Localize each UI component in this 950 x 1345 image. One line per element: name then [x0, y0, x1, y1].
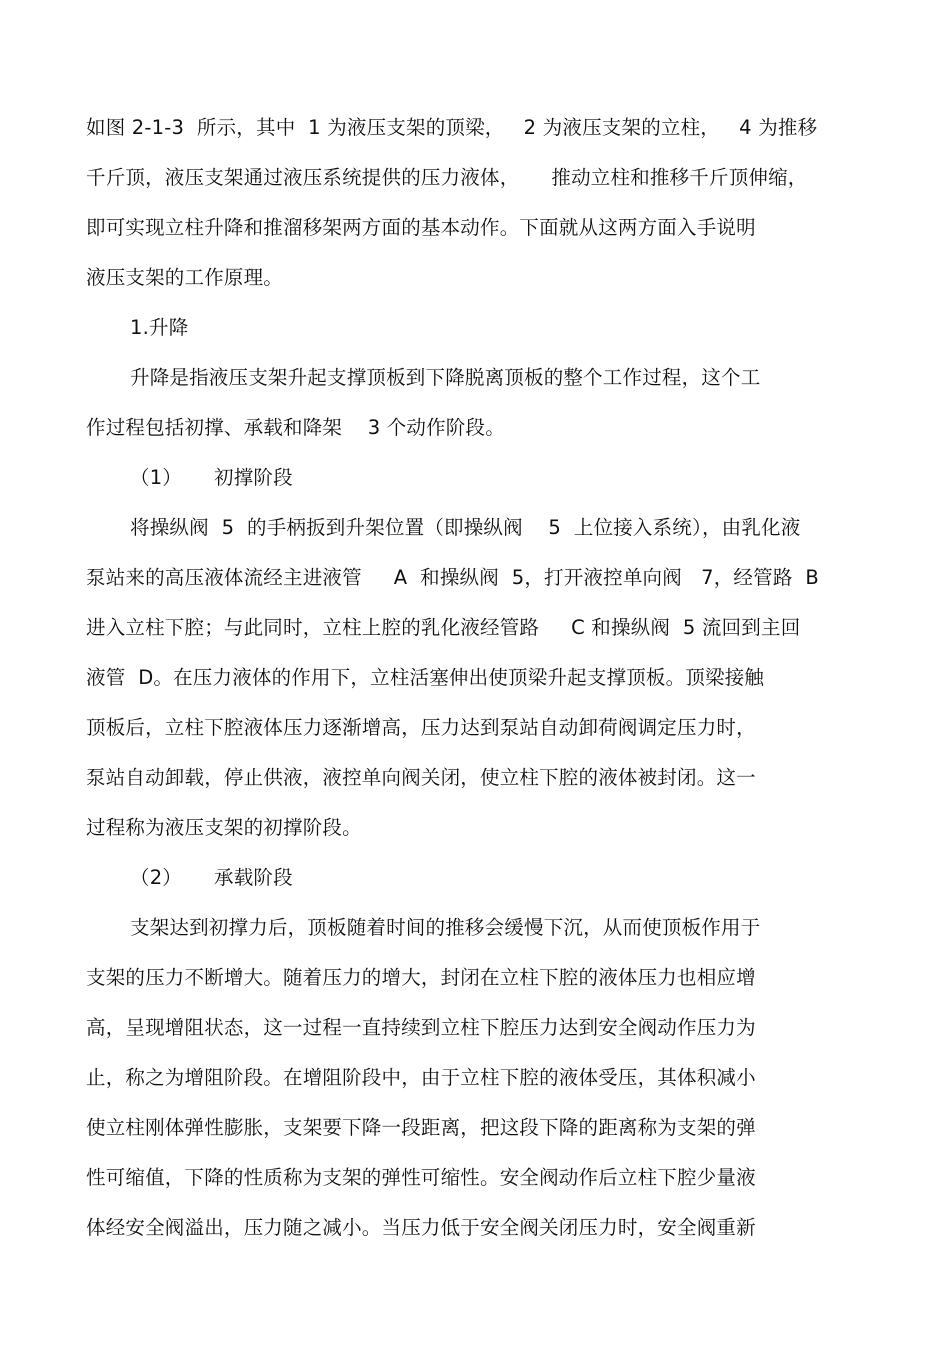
subsection-heading-initial-support: （1） 初撑阶段 — [130, 466, 293, 489]
paragraph-line-6: 升降是指液压支架升起支撑顶板到下降脱离顶板的整个工作过程，这个工 — [130, 366, 761, 389]
paragraph-line-1: 如图 2-1-3 所示，其中 1 为液压支架的顶梁， 2 为液压支架的立柱， 4 为推移 — [86, 116, 818, 139]
paragraph-line-13: 顶板后，立柱下腔液体压力逐渐增高，压力达到泵站自动卸荷阀调定压力时， — [86, 716, 756, 739]
section-heading-lift: 1.升降 — [130, 316, 189, 339]
paragraph-line-20: 止，称之为增阻阶段。在增阻阶段中，由于立柱下腔的液体受压，其体积减小 — [86, 1066, 756, 1089]
paragraph-line-11: 进入立柱下腔；与此同时，立柱上腔的乳化液经管路 C 和操纵阀 5 流回到主回 — [86, 616, 801, 639]
paragraph-line-21: 使立柱刚体弹性膨胀，支架要下降一段距离，把这段下降的距离称为支架的弹 — [86, 1116, 756, 1139]
paragraph-line-2: 千斤顶，液压支架通过液压系统提供的压力液体， 推动立柱和推移千斤顶伸缩， — [86, 166, 808, 189]
paragraph-line-22: 性可缩值，下降的性质称为支架的弹性可缩性。安全阀动作后立柱下腔少量液 — [86, 1166, 756, 1189]
paragraph-line-9: 将操纵阀 5 的手柄扳到升架位置（即操纵阀 5 上位接入系统），由乳化液 — [130, 516, 801, 539]
paragraph-line-12: 液管 D。在压力液体的作用下，立柱活塞伸出使顶梁升起支撑顶板。顶梁接触 — [86, 666, 765, 689]
paragraph-line-15: 过程称为液压支架的初撑阶段。 — [86, 816, 362, 839]
paragraph-line-19: 高，呈现增阻状态，这一过程一直持续到立柱下腔压力达到安全阀动作压力为 — [86, 1016, 756, 1039]
paragraph-line-7: 作过程包括初撑、承载和降架 3 个动作阶段。 — [86, 416, 505, 439]
paragraph-line-23: 体经安全阀溢出，压力随之减小。当压力低于安全阀关闭压力时，安全阀重新 — [86, 1216, 756, 1239]
paragraph-line-14: 泵站自动卸载，停止供液，液控单向阀关闭，使立柱下腔的液体被封闭。这一 — [86, 766, 756, 789]
paragraph-line-4: 液压支架的工作原理。 — [86, 266, 284, 289]
paragraph-line-17: 支架达到初撑力后，顶板随着时间的推移会缓慢下沉，从而使顶板作用于 — [130, 916, 761, 939]
paragraph-line-3: 即可实现立柱升降和推溜移架两方面的基本动作。下面就从这两方面入手说明 — [86, 216, 756, 239]
paragraph-line-18: 支架的压力不断增大。随着压力的增大，封闭在立柱下腔的液体压力也相应增 — [86, 966, 756, 989]
paragraph-line-10: 泵站来的高压液体流经主进液管 A 和操纵阀 5，打开液控单向阀 7，经管路 B — [86, 566, 819, 589]
subsection-heading-load-bearing: （2） 承载阶段 — [130, 866, 293, 889]
